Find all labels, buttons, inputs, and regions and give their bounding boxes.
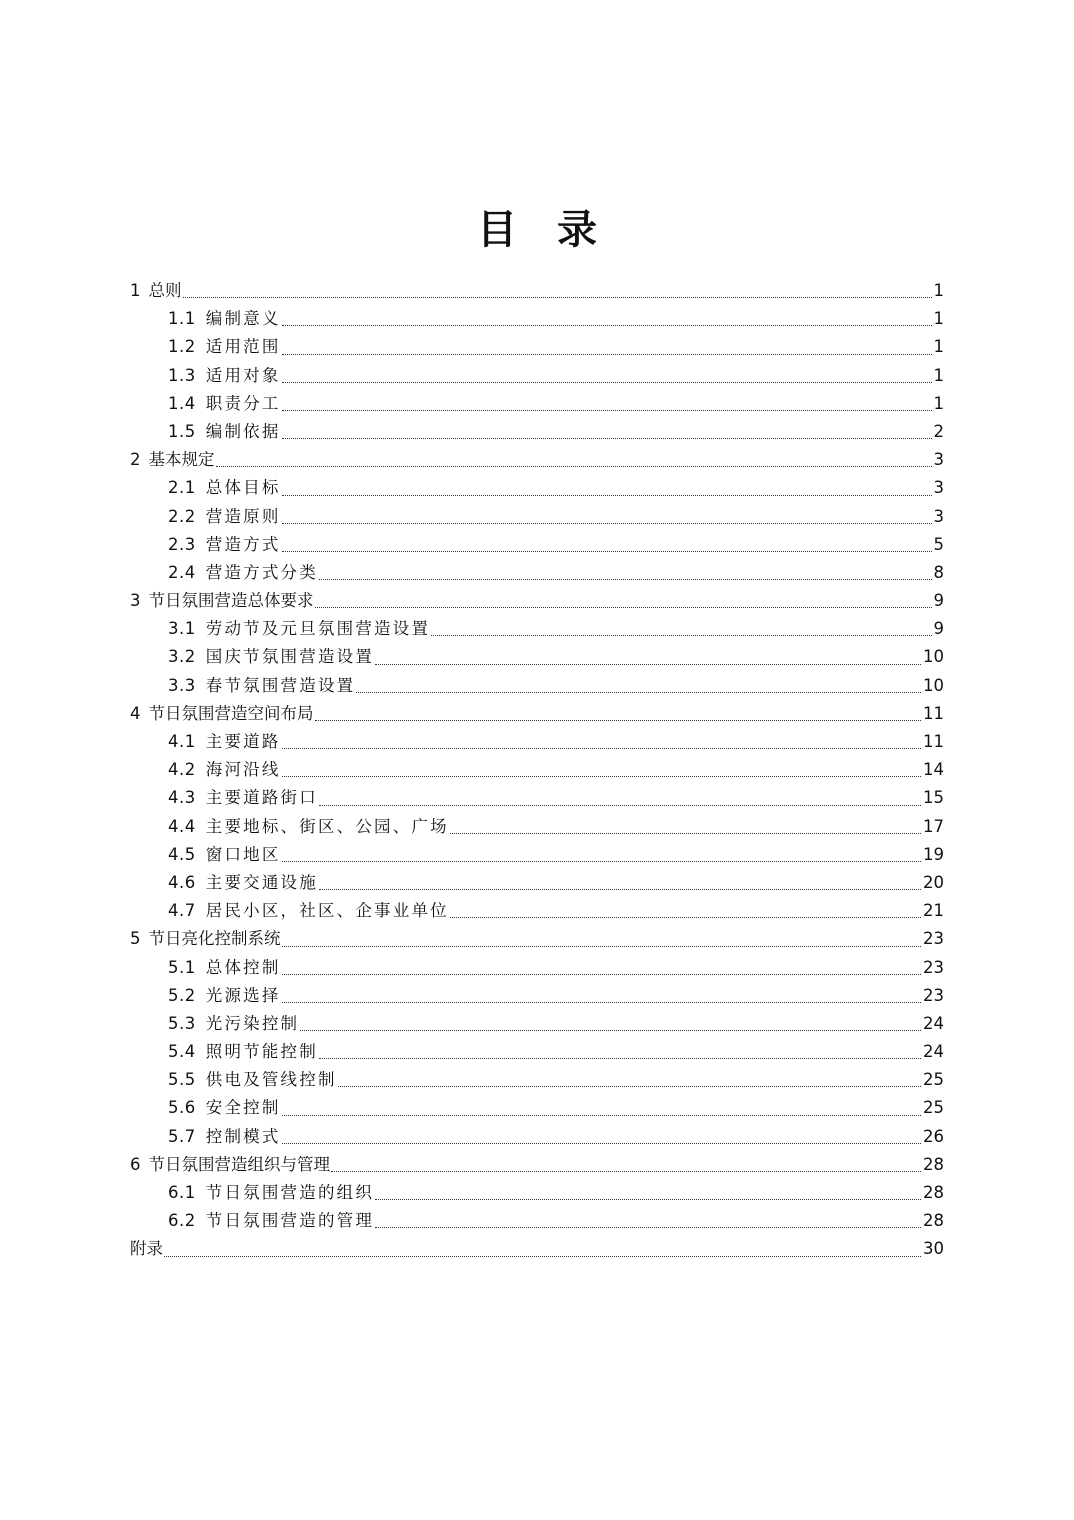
toc-entry[interactable] <box>130 503 944 531</box>
toc-entry-page-number: 30 <box>923 1239 944 1259</box>
toc-entry-page-number: 9 <box>933 619 944 639</box>
toc-entry[interactable] <box>130 1038 944 1066</box>
toc-entry-page-number: 10 <box>923 647 944 667</box>
toc-entry-number: 5.3 <box>168 1013 196 1033</box>
toc-entry-page-number: 28 <box>923 1154 944 1174</box>
toc-entry[interactable] <box>130 474 944 502</box>
toc-entry-page-number: 26 <box>923 1126 944 1146</box>
toc-entry[interactable] <box>130 897 944 925</box>
toc-entry-page-number: 25 <box>923 1098 944 1118</box>
toc-dot-leader <box>282 1001 921 1003</box>
toc-entry-title: 国庆节氛围营造设置 <box>205 647 375 667</box>
toc-entry-number: 5.4 <box>168 1042 196 1062</box>
toc-entry-page-number: 28 <box>923 1183 944 1202</box>
toc-entry-title: 节日氛围营造的管理 <box>205 1211 375 1231</box>
toc-entry-title: 营造方式分类 <box>205 562 318 582</box>
toc-entry-number: 4.1 <box>168 732 196 751</box>
toc-entry-page-number: 5 <box>933 534 944 554</box>
toc-dot-leader <box>282 522 932 524</box>
toc-entry[interactable] <box>130 418 944 446</box>
toc-entry-number: 4 <box>130 703 141 723</box>
toc-entry-number: 2.3 <box>168 534 196 554</box>
toc-entry-number: 4.7 <box>168 901 196 921</box>
toc-dot-leader <box>300 1029 921 1031</box>
toc-entry-title: 总体目标 <box>205 478 281 498</box>
toc-dot-leader <box>282 409 932 411</box>
toc-entry-number: 6.2 <box>168 1211 196 1231</box>
toc-entry-page-number: 14 <box>923 760 944 780</box>
toc-dot-leader <box>282 860 921 862</box>
toc-entry[interactable] <box>130 1123 944 1151</box>
toc-entry-title: 主要道路街口 <box>205 788 318 808</box>
toc-dot-leader <box>338 1085 921 1087</box>
toc-entry[interactable] <box>130 333 944 361</box>
toc-entry-title: 主要地标、街区、公园、广场 <box>205 816 449 836</box>
toc-entry-page-number: 15 <box>923 788 944 808</box>
toc-entry-title: 供电及管线控制 <box>205 1070 337 1090</box>
toc-entry-number: 5.5 <box>168 1070 196 1090</box>
toc-entry[interactable] <box>130 784 944 812</box>
toc-entry-page-number: 28 <box>923 1211 944 1231</box>
toc-entry[interactable] <box>130 390 944 418</box>
toc-entry-title: 安全控制 <box>205 1098 281 1118</box>
toc-dot-leader <box>450 832 921 834</box>
toc-entry-number: 2.4 <box>168 562 196 582</box>
toc-entry-title: 主要交通设施 <box>205 872 318 892</box>
toc-entry-number: 5.1 <box>168 957 196 977</box>
toc-entry-page-number: 3 <box>933 478 944 498</box>
toc-entry-title: 编制意义 <box>205 309 281 329</box>
toc-entry[interactable] <box>130 982 944 1010</box>
toc-entry-number: 4.3 <box>168 788 196 808</box>
toc-entry-page-number: 17 <box>923 816 944 836</box>
toc-entry-page-number: 11 <box>923 703 944 723</box>
toc-entry-page-number: 24 <box>923 1013 944 1033</box>
toc-entry-page-number: 11 <box>923 732 944 751</box>
toc-entry-page-number: 1 <box>933 365 944 385</box>
toc-entry-page-number: 3 <box>933 450 944 470</box>
toc-entry[interactable] <box>130 1066 944 1094</box>
toc-dot-leader <box>375 663 921 665</box>
toc-entry[interactable] <box>130 1010 944 1038</box>
toc-entry-number: 3 <box>130 591 141 611</box>
toc-entry[interactable] <box>130 531 944 559</box>
toc-entry-page-number: 1 <box>933 281 944 300</box>
toc-entry-number: 4.2 <box>168 760 196 780</box>
toc-entry-number: 5.2 <box>168 985 196 1005</box>
toc-entry-title: 职责分工 <box>205 393 281 413</box>
toc-entry[interactable] <box>130 756 944 784</box>
page-title: 目 录 <box>477 206 597 253</box>
toc-entry-title: 节日氛围营造总体要求 <box>148 591 314 611</box>
toc-entry-title: 劳动节及元旦氛围营造设置 <box>205 619 431 639</box>
toc-entry[interactable] <box>130 587 944 615</box>
toc-entry[interactable] <box>130 1235 944 1263</box>
toc-entry[interactable] <box>130 925 944 953</box>
toc-entry-number: 1.4 <box>168 393 196 413</box>
toc-entry[interactable] <box>130 869 944 897</box>
toc-dot-leader <box>183 296 932 298</box>
toc-entry-page-number: 23 <box>923 957 944 977</box>
toc-entry-title: 海河沿线 <box>205 760 281 780</box>
toc-entry-number: 3.2 <box>168 647 196 667</box>
toc-entry[interactable] <box>130 728 944 756</box>
toc-entry[interactable] <box>130 1151 944 1179</box>
toc-entry-title: 基本规定 <box>148 450 215 470</box>
toc-entry-page-number: 9 <box>933 591 944 611</box>
toc-entry-page-number: 21 <box>923 901 944 921</box>
toc-entry[interactable] <box>130 954 944 982</box>
toc-dot-leader <box>164 1255 921 1257</box>
toc-entry-number: 2.1 <box>168 478 196 498</box>
toc-entry-number: 5.6 <box>168 1098 196 1118</box>
toc-dot-leader <box>282 381 932 383</box>
toc-entry[interactable] <box>130 559 944 587</box>
table-of-contents <box>130 277 944 1264</box>
toc-entry-number: 4.4 <box>168 816 196 836</box>
toc-entry-page-number: 19 <box>923 844 944 864</box>
toc-entry-number: 1.1 <box>168 309 196 329</box>
toc-entry-page-number: 1 <box>933 309 944 329</box>
toc-entry-number: 1 <box>130 281 141 300</box>
toc-entry-title: 节日氛围营造的组织 <box>205 1183 375 1202</box>
toc-entry-title: 编制依据 <box>205 421 281 441</box>
toc-entry-title: 总体控制 <box>205 957 281 977</box>
toc-entry-title: 控制模式 <box>205 1126 281 1146</box>
toc-entry[interactable] <box>130 1094 944 1122</box>
toc-entry[interactable] <box>130 615 944 643</box>
toc-entry-page-number: 3 <box>933 506 944 526</box>
toc-dot-leader <box>319 1057 921 1059</box>
toc-entry[interactable] <box>130 841 944 869</box>
toc-entry-number: 1.3 <box>168 365 196 385</box>
toc-dot-leader <box>319 804 921 806</box>
toc-entry-page-number: 23 <box>923 985 944 1005</box>
toc-entry-page-number: 1 <box>933 393 944 413</box>
toc-entry-number: 3.1 <box>168 619 196 639</box>
toc-dot-leader <box>319 888 921 890</box>
toc-dot-leader <box>282 775 921 777</box>
toc-entry-number: 1.5 <box>168 421 196 441</box>
toc-entry[interactable] <box>130 643 944 671</box>
toc-entry-number: 5.7 <box>168 1126 196 1146</box>
toc-dot-leader <box>331 1170 921 1172</box>
toc-entry-page-number: 20 <box>923 872 944 892</box>
toc-entry[interactable] <box>130 305 944 333</box>
toc-entry-title: 节日氛围营造空间布局 <box>148 703 314 723</box>
toc-entry-page-number: 2 <box>933 421 944 441</box>
toc-entry[interactable] <box>130 700 944 728</box>
toc-entry-title: 窗口地区 <box>205 844 281 864</box>
toc-entry-page-number: 1 <box>933 337 944 357</box>
toc-entry-number: 2 <box>130 450 141 470</box>
toc-entry-title: 节日氛围营造组织与管理 <box>148 1154 330 1174</box>
toc-dot-leader <box>282 1142 921 1144</box>
toc-dot-leader <box>282 973 921 975</box>
toc-dot-leader <box>356 691 921 693</box>
toc-entry-title: 节日亮化控制系统 <box>148 929 281 949</box>
toc-entry-title: 附录 <box>130 1239 163 1259</box>
toc-entry-title: 光污染控制 <box>205 1013 300 1033</box>
toc-dot-leader <box>315 719 922 721</box>
toc-entry-page-number: 25 <box>923 1070 944 1090</box>
toc-entry-number: 1.2 <box>168 337 196 357</box>
toc-entry-title: 适用对象 <box>205 365 281 385</box>
toc-dot-leader <box>282 550 932 552</box>
toc-dot-leader <box>315 606 932 608</box>
toc-entry[interactable] <box>130 813 944 841</box>
toc-dot-leader <box>282 437 932 439</box>
toc-entry-number: 6.1 <box>168 1183 196 1202</box>
toc-dot-leader <box>216 465 932 467</box>
toc-entry-number: 6 <box>130 1154 141 1174</box>
toc-entry-number: 3.3 <box>168 675 196 695</box>
toc-entry-title: 适用范围 <box>205 337 281 357</box>
toc-dot-leader <box>450 916 921 918</box>
toc-dot-leader <box>375 1226 921 1228</box>
toc-entry[interactable] <box>130 362 944 390</box>
toc-dot-leader <box>319 578 932 580</box>
toc-entry-title: 总则 <box>148 281 182 300</box>
toc-entry-number: 4.5 <box>168 844 196 864</box>
toc-entry-number: 2.2 <box>168 506 196 526</box>
toc-entry[interactable] <box>130 672 944 700</box>
toc-dot-leader <box>282 747 921 749</box>
toc-entry-number: 4.6 <box>168 872 196 892</box>
toc-entry-title: 光源选择 <box>205 985 281 1005</box>
toc-entry-title: 照明节能控制 <box>205 1042 318 1062</box>
toc-entry-title: 营造方式 <box>205 534 281 554</box>
toc-entry[interactable] <box>130 1179 944 1207</box>
toc-dot-leader <box>282 324 932 326</box>
toc-entry-page-number: 10 <box>923 675 944 695</box>
toc-entry[interactable] <box>130 446 944 474</box>
toc-dot-leader <box>282 1114 921 1116</box>
toc-entry[interactable] <box>130 277 944 305</box>
toc-dot-leader <box>375 1198 921 1200</box>
toc-entry-page-number: 23 <box>923 929 944 949</box>
toc-entry-title: 主要道路 <box>205 732 281 751</box>
toc-entry-page-number: 8 <box>933 562 944 582</box>
toc-dot-leader <box>431 634 931 636</box>
toc-entry-number: 5 <box>130 929 141 949</box>
toc-dot-leader <box>282 353 932 355</box>
toc-dot-leader <box>282 494 932 496</box>
toc-entry[interactable] <box>130 1207 944 1235</box>
toc-entry-title: 居民小区，社区、企事业单位 <box>205 901 449 921</box>
toc-entry-title: 营造原则 <box>205 506 281 526</box>
toc-entry-page-number: 24 <box>923 1042 944 1062</box>
toc-dot-leader <box>282 945 922 947</box>
toc-entry-title: 春节氛围营造设置 <box>205 675 356 695</box>
